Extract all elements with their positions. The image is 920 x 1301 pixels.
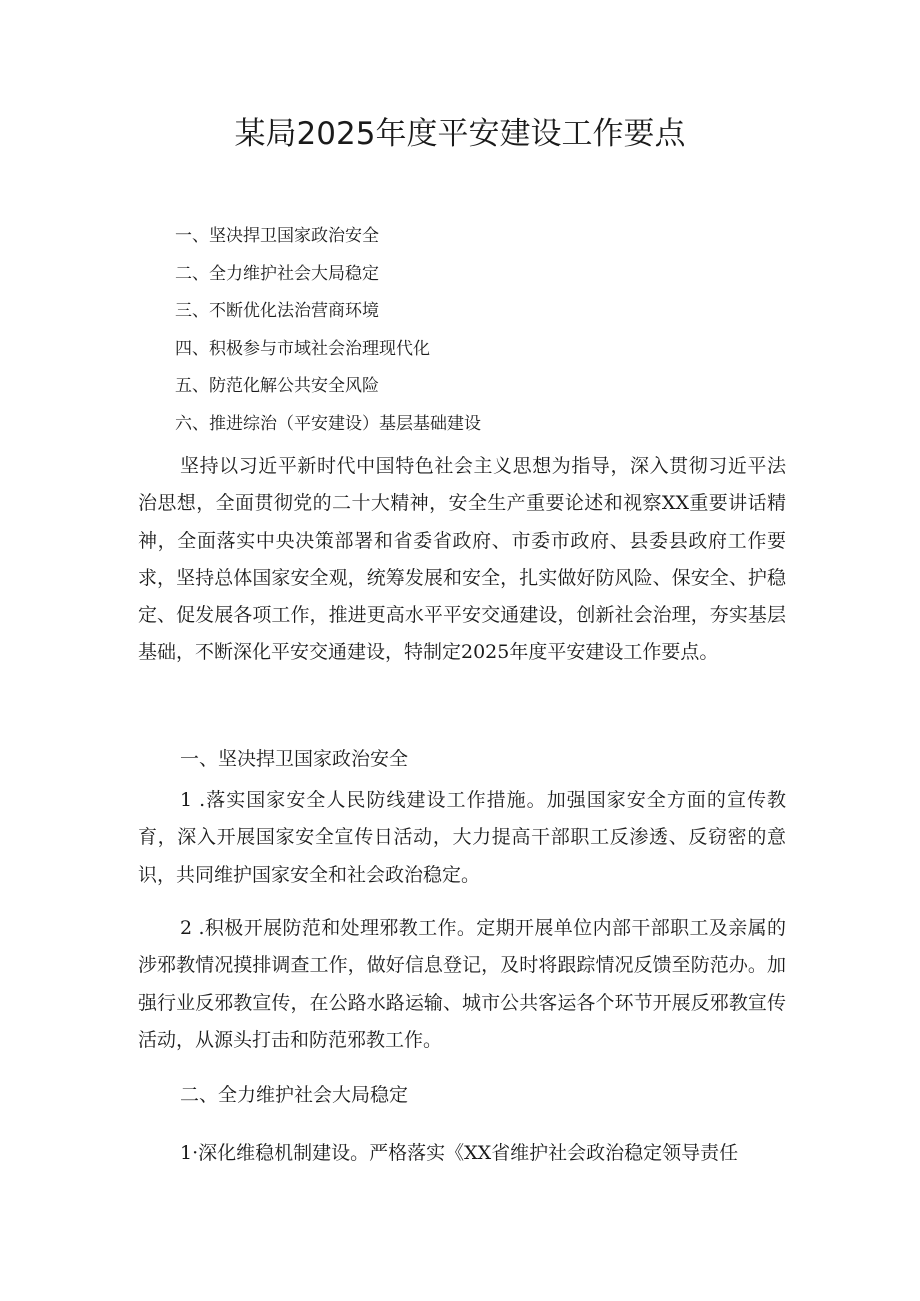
outline-item: 一、坚决捍卫国家政治安全	[175, 226, 379, 246]
section-heading-1: 一、坚决捍卫国家政治安全	[180, 748, 409, 770]
section1-item-2: 2 .积极开展防范和处理邪教工作。定期开展单位内部干部职工及亲属的涉邪教情况摸排调查工作，做好信息登记，及时将跟踪情况反馈至防范办。加强行业反邪教宣传，在公路水路运输、城市公共客运各个环节开展反邪教宣传活动，从源头打击和防范邪教工作。	[138, 917, 786, 1051]
outline-item: 五、防范化解公共安全风险	[175, 376, 379, 397]
outline-item: 四、积极参与市域社会治理现代化	[175, 338, 430, 359]
section1-item-1: 1 .落实国家安全人民防线建设工作措施。加强国家安全方面的宣传教育，深入开展国家安全宣传日活动，大力提高干部职工反渗透、反窃密的意识，共同维护国家安全和社会政治稳定。	[138, 789, 786, 886]
outline-item: 六、推进综治（平安建设）基层基础建设	[175, 413, 481, 434]
section2-item-1: 1·深化维稳机制建设。严格落实《XX省维护社会政治稳定领导责任	[180, 1142, 739, 1164]
document-title: 某局2025年度平安建设工作要点	[234, 116, 686, 152]
outline-list	[175, 224, 795, 450]
outline-item: 三、不断优化法治营商环境	[175, 301, 379, 322]
section-heading-2: 二、全力维护社会大局稳定	[180, 1084, 409, 1106]
outline-item: 二、全力维护社会大局稳定	[175, 263, 379, 284]
intro-paragraph: 坚持以习近平新时代中国特色社会主义思想为指导，深入贯彻习近平法治思想，全面贯彻党的二十大精神，安全生产重要论述和视察XX重要讲话精神，全面落实中央决策部署和省委省政府、市委市政府、县委县政府工作要求，坚持总体国家安全观，统筹发展和安全，扎实做好防风险、保安全、护稳定、促发展各项工作，推进更高水平平安交通建设，创新社会治理，夯实基层基础，不断深化平安交通建设，特制定2025年度平安建设工作要点。	[138, 455, 786, 664]
